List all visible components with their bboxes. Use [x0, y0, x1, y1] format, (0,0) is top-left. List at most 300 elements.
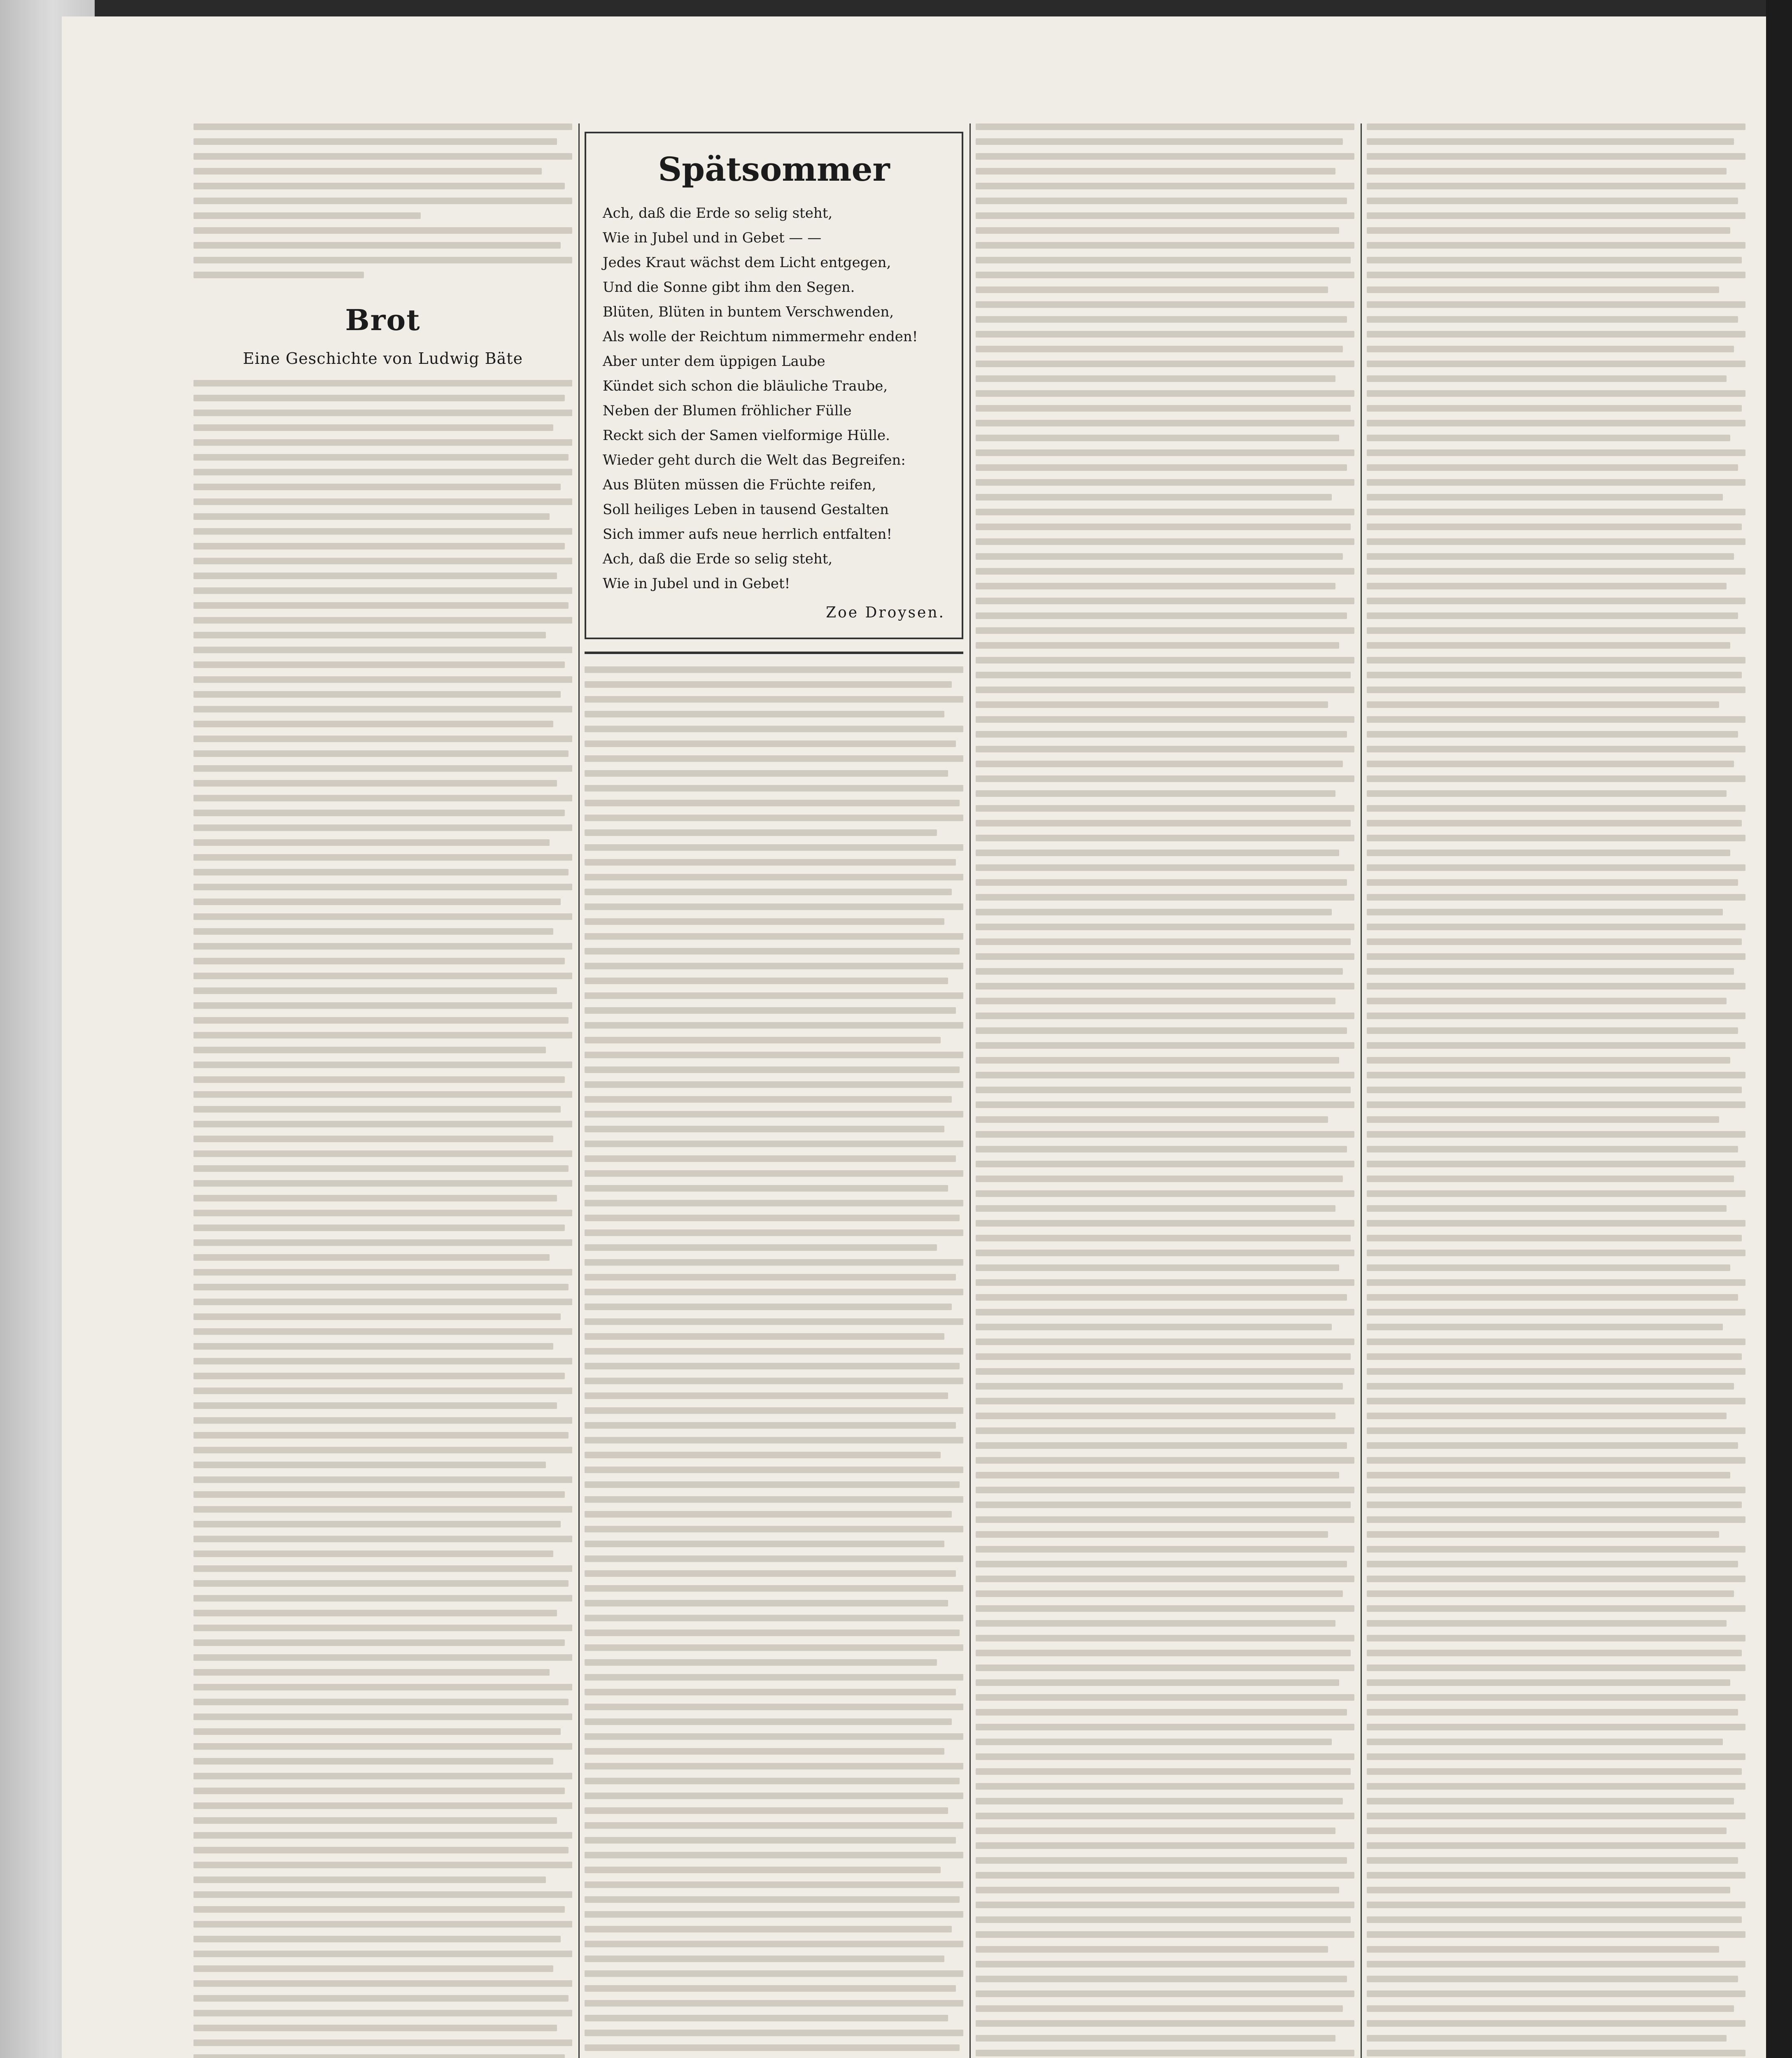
text-line — [585, 1511, 952, 1518]
text-line — [585, 1822, 963, 1829]
text-line — [585, 1185, 948, 1192]
text-line — [1367, 1665, 1745, 1671]
text-line — [976, 138, 1343, 145]
text-line — [1367, 657, 1745, 663]
text-line — [585, 2000, 963, 2007]
text-line — [193, 1180, 572, 1187]
text-line — [193, 1684, 572, 1690]
text-line — [976, 1887, 1339, 1893]
text-line — [193, 1017, 569, 1024]
text-line — [1367, 894, 1745, 901]
text-line — [193, 1921, 572, 1928]
text-line — [193, 198, 572, 204]
text-line — [1367, 1339, 1745, 1345]
text-line — [1367, 1709, 1738, 1716]
text-line — [193, 1239, 572, 1246]
text-line — [585, 1348, 963, 1355]
text-line — [976, 850, 1339, 856]
text-line — [1367, 687, 1745, 693]
text-line — [193, 632, 546, 638]
text-line — [193, 123, 572, 130]
text-line — [193, 395, 565, 401]
text-line — [585, 889, 952, 895]
text-line — [1367, 938, 1742, 945]
text-line — [1367, 301, 1745, 308]
text-line — [585, 1467, 963, 1473]
text-line — [193, 410, 572, 416]
text-line — [976, 1813, 1354, 1819]
text-line — [585, 1555, 963, 1562]
text-line — [585, 1526, 963, 1532]
text-line — [1367, 1279, 1745, 1286]
text-line — [976, 1383, 1343, 1390]
text-line — [1367, 509, 1745, 515]
text-line — [585, 1452, 941, 1458]
text-line — [193, 765, 572, 772]
text-line — [193, 1847, 569, 1853]
text-line — [976, 1665, 1354, 1671]
text-line — [585, 1704, 963, 1710]
text-line — [193, 1136, 553, 1142]
text-line — [976, 390, 1354, 397]
text-line — [976, 449, 1354, 456]
text-line — [585, 1333, 944, 1340]
text-line — [585, 1007, 956, 1014]
text-line — [976, 1205, 1335, 1212]
poem-line: Ach, daß die Erde so selig steht, — [603, 551, 833, 567]
poem-line: Blüten, Blüten in buntem Verschwenden, — [603, 304, 894, 320]
text-line — [585, 992, 963, 999]
text-line — [193, 1817, 557, 1824]
text-line — [193, 484, 561, 490]
text-line — [1367, 1457, 1745, 1464]
text-line — [976, 1931, 1354, 1938]
article-body — [976, 123, 1354, 2058]
text-line — [1367, 1368, 1745, 1375]
text-line — [976, 1487, 1354, 1493]
text-line — [976, 524, 1351, 530]
text-line — [585, 1718, 952, 1725]
text-line — [193, 1091, 572, 1098]
text-line — [585, 1096, 952, 1103]
text-line — [193, 1876, 546, 1883]
text-line — [1367, 1546, 1745, 1553]
poem-author: Zoe Droysen. — [826, 604, 945, 621]
text-line — [193, 854, 572, 861]
text-line — [1367, 1487, 1745, 1493]
text-line — [976, 790, 1335, 797]
text-line — [976, 1516, 1354, 1523]
scan-edge — [1766, 0, 1792, 2058]
text-line — [976, 909, 1332, 915]
text-line — [976, 598, 1354, 604]
text-line — [1367, 1324, 1723, 1330]
text-line — [193, 1891, 572, 1898]
poem-title: Spätsommer — [658, 150, 890, 189]
text-line — [193, 1565, 572, 1572]
poem-line: Kündet sich schon die bläuliche Traube, — [603, 378, 888, 394]
text-line — [976, 775, 1354, 782]
text-line — [976, 612, 1347, 619]
text-line — [193, 1654, 572, 1661]
text-line — [976, 1753, 1354, 1760]
text-line — [193, 973, 572, 979]
text-line — [193, 1936, 561, 1942]
text-line — [1367, 553, 1734, 560]
text-line — [976, 1368, 1354, 1375]
text-line — [1367, 1813, 1745, 1819]
text-line — [1367, 405, 1742, 412]
text-line — [193, 138, 557, 145]
text-line — [976, 1872, 1354, 1879]
text-line — [193, 1965, 553, 1972]
text-line — [193, 721, 553, 727]
text-line — [585, 1689, 956, 1695]
text-line — [1367, 1235, 1742, 1241]
text-line — [976, 687, 1354, 693]
text-line — [976, 1546, 1354, 1553]
text-line — [1367, 998, 1727, 1004]
poem-line: Wie in Jubel und in Gebet — — — [603, 230, 822, 246]
text-line — [1367, 1902, 1745, 1908]
text-line — [1367, 1427, 1745, 1434]
text-line — [976, 1146, 1347, 1152]
text-line — [976, 1190, 1354, 1197]
text-line — [976, 1798, 1343, 1804]
text-line — [193, 1343, 553, 1350]
text-line — [976, 2035, 1335, 2042]
text-line — [976, 1768, 1351, 1775]
text-line — [976, 1027, 1347, 1034]
text-line — [1367, 909, 1723, 915]
text-block — [193, 123, 572, 278]
text-line — [585, 1941, 963, 1947]
text-line — [585, 1304, 952, 1310]
text-line — [976, 1072, 1354, 1078]
text-line — [1367, 1990, 1745, 1997]
text-line — [193, 1580, 569, 1587]
text-line — [1367, 153, 1745, 160]
text-line — [1367, 1842, 1745, 1849]
text-line — [976, 1101, 1354, 1108]
text-line — [976, 153, 1354, 160]
text-line — [1367, 242, 1745, 249]
text-line — [1367, 1828, 1727, 1834]
text-line — [193, 543, 565, 549]
poem-line: Reckt sich der Samen vielformige Hülle. — [603, 427, 890, 444]
text-line — [976, 346, 1343, 352]
text-line — [976, 316, 1347, 323]
text-line — [1367, 449, 1745, 456]
text-line — [976, 331, 1354, 338]
text-line — [193, 1047, 546, 1053]
text-line — [193, 1284, 569, 1290]
text-line — [1367, 1383, 1734, 1390]
text-line — [976, 820, 1351, 826]
text-line — [1367, 2005, 1734, 2012]
text-line — [976, 168, 1335, 175]
text-line — [193, 424, 553, 431]
text-line — [976, 538, 1354, 545]
text-line — [193, 1150, 572, 1157]
text-line — [193, 1254, 550, 1261]
text-line — [1367, 820, 1742, 826]
text-line — [585, 859, 956, 866]
text-line — [193, 1773, 572, 1779]
text-line — [976, 1531, 1328, 1538]
text-line — [976, 1709, 1347, 1716]
text-line — [976, 1457, 1354, 1464]
text-line — [585, 740, 956, 747]
text-line — [1367, 1857, 1738, 1864]
text-line — [1367, 1072, 1745, 1078]
text-line — [585, 903, 963, 910]
article-title: Brot — [345, 303, 421, 337]
text-line — [1367, 583, 1727, 589]
text-line — [585, 1926, 952, 1932]
text-line — [193, 1002, 572, 1009]
text-line — [976, 1131, 1354, 1138]
text-line — [193, 1165, 569, 1172]
text-line — [976, 553, 1343, 560]
text-line — [193, 153, 572, 160]
text-line — [585, 755, 963, 762]
text-line — [1367, 612, 1738, 619]
text-line — [193, 1906, 565, 1913]
text-line — [976, 583, 1335, 589]
text-line — [193, 1491, 565, 1498]
text-line — [976, 983, 1354, 989]
text-line — [1367, 731, 1738, 738]
text-line — [976, 405, 1351, 412]
text-line — [193, 1995, 569, 2002]
text-line — [976, 1339, 1354, 1345]
text-line — [585, 1956, 944, 1962]
text-line — [193, 573, 557, 579]
text-line — [976, 1235, 1351, 1241]
text-line — [1367, 331, 1745, 338]
text-line — [193, 227, 572, 234]
text-line — [976, 1857, 1347, 1864]
column-3 — [976, 123, 1354, 2058]
text-line — [976, 1398, 1354, 1404]
text-line — [585, 711, 944, 717]
text-line — [1367, 1872, 1745, 1879]
text-line — [976, 1961, 1354, 1967]
text-line — [1367, 420, 1745, 426]
text-line — [585, 1200, 963, 1206]
text-line — [193, 810, 565, 816]
text-line — [1367, 864, 1745, 871]
text-line — [1367, 1042, 1745, 1049]
text-line — [1367, 775, 1745, 782]
text-line — [976, 1220, 1354, 1227]
text-line — [1367, 1161, 1745, 1167]
text-line — [193, 899, 561, 905]
text-line — [193, 1106, 561, 1113]
text-line — [976, 1620, 1335, 1627]
text-line — [1367, 1294, 1738, 1301]
poem-line: Ach, daß die Erde so selig steht, — [603, 205, 833, 221]
text-line — [193, 469, 572, 475]
text-line — [1367, 1531, 1719, 1538]
text-line — [1367, 524, 1742, 530]
text-line — [1367, 479, 1745, 486]
text-line — [193, 795, 572, 801]
text-line — [1367, 198, 1738, 204]
text-line — [193, 1669, 550, 1676]
text-line — [585, 1215, 960, 1221]
text-line — [976, 1413, 1335, 1419]
text-line — [585, 696, 963, 703]
text-line — [1367, 1768, 1742, 1775]
text-line — [976, 361, 1354, 367]
text-line — [976, 968, 1343, 975]
text-line — [1367, 227, 1730, 234]
text-line — [976, 1472, 1339, 1478]
text-line — [585, 1259, 963, 1266]
text-line — [1367, 642, 1730, 649]
text-line — [976, 731, 1347, 738]
column-2 — [585, 123, 963, 2058]
text-line — [585, 1763, 963, 1769]
text-line — [585, 1407, 963, 1414]
text-line — [585, 2015, 948, 2021]
text-line — [976, 1605, 1354, 1612]
text-line — [585, 1600, 948, 1606]
text-line — [585, 2030, 963, 2036]
text-line — [976, 375, 1335, 382]
text-line — [976, 435, 1339, 441]
poem-line: Aber unter dem üppigen Laube — [603, 353, 825, 370]
text-line — [585, 1541, 944, 1547]
text-line — [585, 1807, 948, 1814]
text-line — [1367, 1976, 1738, 1982]
text-line — [1367, 1057, 1730, 1064]
text-line — [585, 1911, 963, 1918]
text-line — [976, 227, 1339, 234]
text-line — [976, 1783, 1354, 1790]
text-line — [976, 1650, 1351, 1656]
text-line — [976, 1294, 1347, 1301]
section-divider — [585, 652, 963, 654]
text-line — [1367, 212, 1745, 219]
text-line — [585, 1570, 956, 1577]
text-line — [976, 1990, 1354, 1997]
text-line — [193, 168, 542, 175]
text-line — [1367, 850, 1730, 856]
text-line — [585, 726, 963, 732]
text-line — [976, 1324, 1332, 1330]
text-line — [585, 1170, 963, 1177]
text-line — [1367, 1576, 1745, 1582]
text-line — [976, 212, 1354, 219]
text-line — [193, 706, 572, 712]
text-line — [585, 1422, 956, 1429]
text-line — [585, 1229, 963, 1236]
text-line — [193, 1699, 569, 1705]
text-line — [193, 2039, 572, 2046]
text-line — [1367, 2035, 1727, 2042]
text-line — [976, 301, 1354, 308]
text-line — [1367, 1679, 1730, 1686]
text-line — [1367, 1739, 1723, 1745]
text-line — [1367, 1635, 1745, 1641]
text-line — [1367, 924, 1745, 930]
text-line — [585, 1674, 963, 1681]
text-line — [1367, 761, 1734, 767]
text-line — [193, 2054, 565, 2058]
text-line — [976, 2005, 1343, 2012]
text-line — [193, 2010, 572, 2016]
text-line — [976, 1561, 1347, 1567]
text-line — [1367, 1101, 1745, 1108]
text-line — [193, 1625, 572, 1631]
text-line — [585, 829, 937, 836]
text-line — [1367, 1176, 1734, 1182]
text-line — [193, 1076, 565, 1083]
text-line — [1367, 1946, 1719, 1953]
text-line — [1367, 1442, 1738, 1449]
text-line — [585, 1585, 963, 1592]
text-line — [976, 509, 1354, 515]
text-line — [976, 1176, 1343, 1182]
text-line — [585, 1318, 963, 1325]
text-line — [585, 978, 948, 984]
text-line — [1367, 835, 1745, 841]
text-line — [585, 1733, 963, 1740]
text-line — [1367, 983, 1745, 989]
text-line — [1367, 1013, 1745, 1019]
text-line — [193, 1358, 572, 1364]
text-line — [1367, 1753, 1745, 1760]
text-line — [193, 869, 569, 875]
text-line — [585, 1630, 960, 1636]
text-line — [585, 1437, 963, 1443]
text-line — [193, 1269, 572, 1276]
article-brot — [193, 303, 572, 2058]
text-line — [193, 1802, 572, 1809]
text-line — [1367, 1561, 1738, 1567]
text-line — [976, 701, 1328, 708]
text-line — [193, 1728, 561, 1735]
poem-line: Wieder geht durch die Welt das Begreifen: — [603, 452, 906, 468]
text-line — [976, 1635, 1354, 1641]
text-line — [976, 1694, 1354, 1701]
text-line — [1367, 138, 1734, 145]
text-line — [193, 1432, 569, 1439]
column-4 — [1367, 123, 1745, 2058]
text-line — [193, 987, 557, 994]
text-line — [976, 286, 1328, 293]
text-line — [976, 1946, 1328, 1953]
text-line — [1367, 2050, 1745, 2056]
text-line — [1367, 805, 1745, 812]
text-line — [976, 924, 1354, 930]
text-line — [193, 647, 572, 653]
text-line — [1367, 790, 1727, 797]
text-line — [1367, 1620, 1727, 1627]
text-line — [193, 1210, 572, 1216]
poem-line: Aus Blüten müssen die Früchte reifen, — [603, 477, 876, 493]
text-line — [193, 661, 565, 668]
text-line — [976, 1250, 1354, 1256]
article-body — [193, 380, 572, 2058]
text-line — [976, 1828, 1335, 1834]
text-line — [193, 602, 569, 609]
text-line — [585, 1481, 960, 1488]
text-line — [1367, 1590, 1734, 1597]
